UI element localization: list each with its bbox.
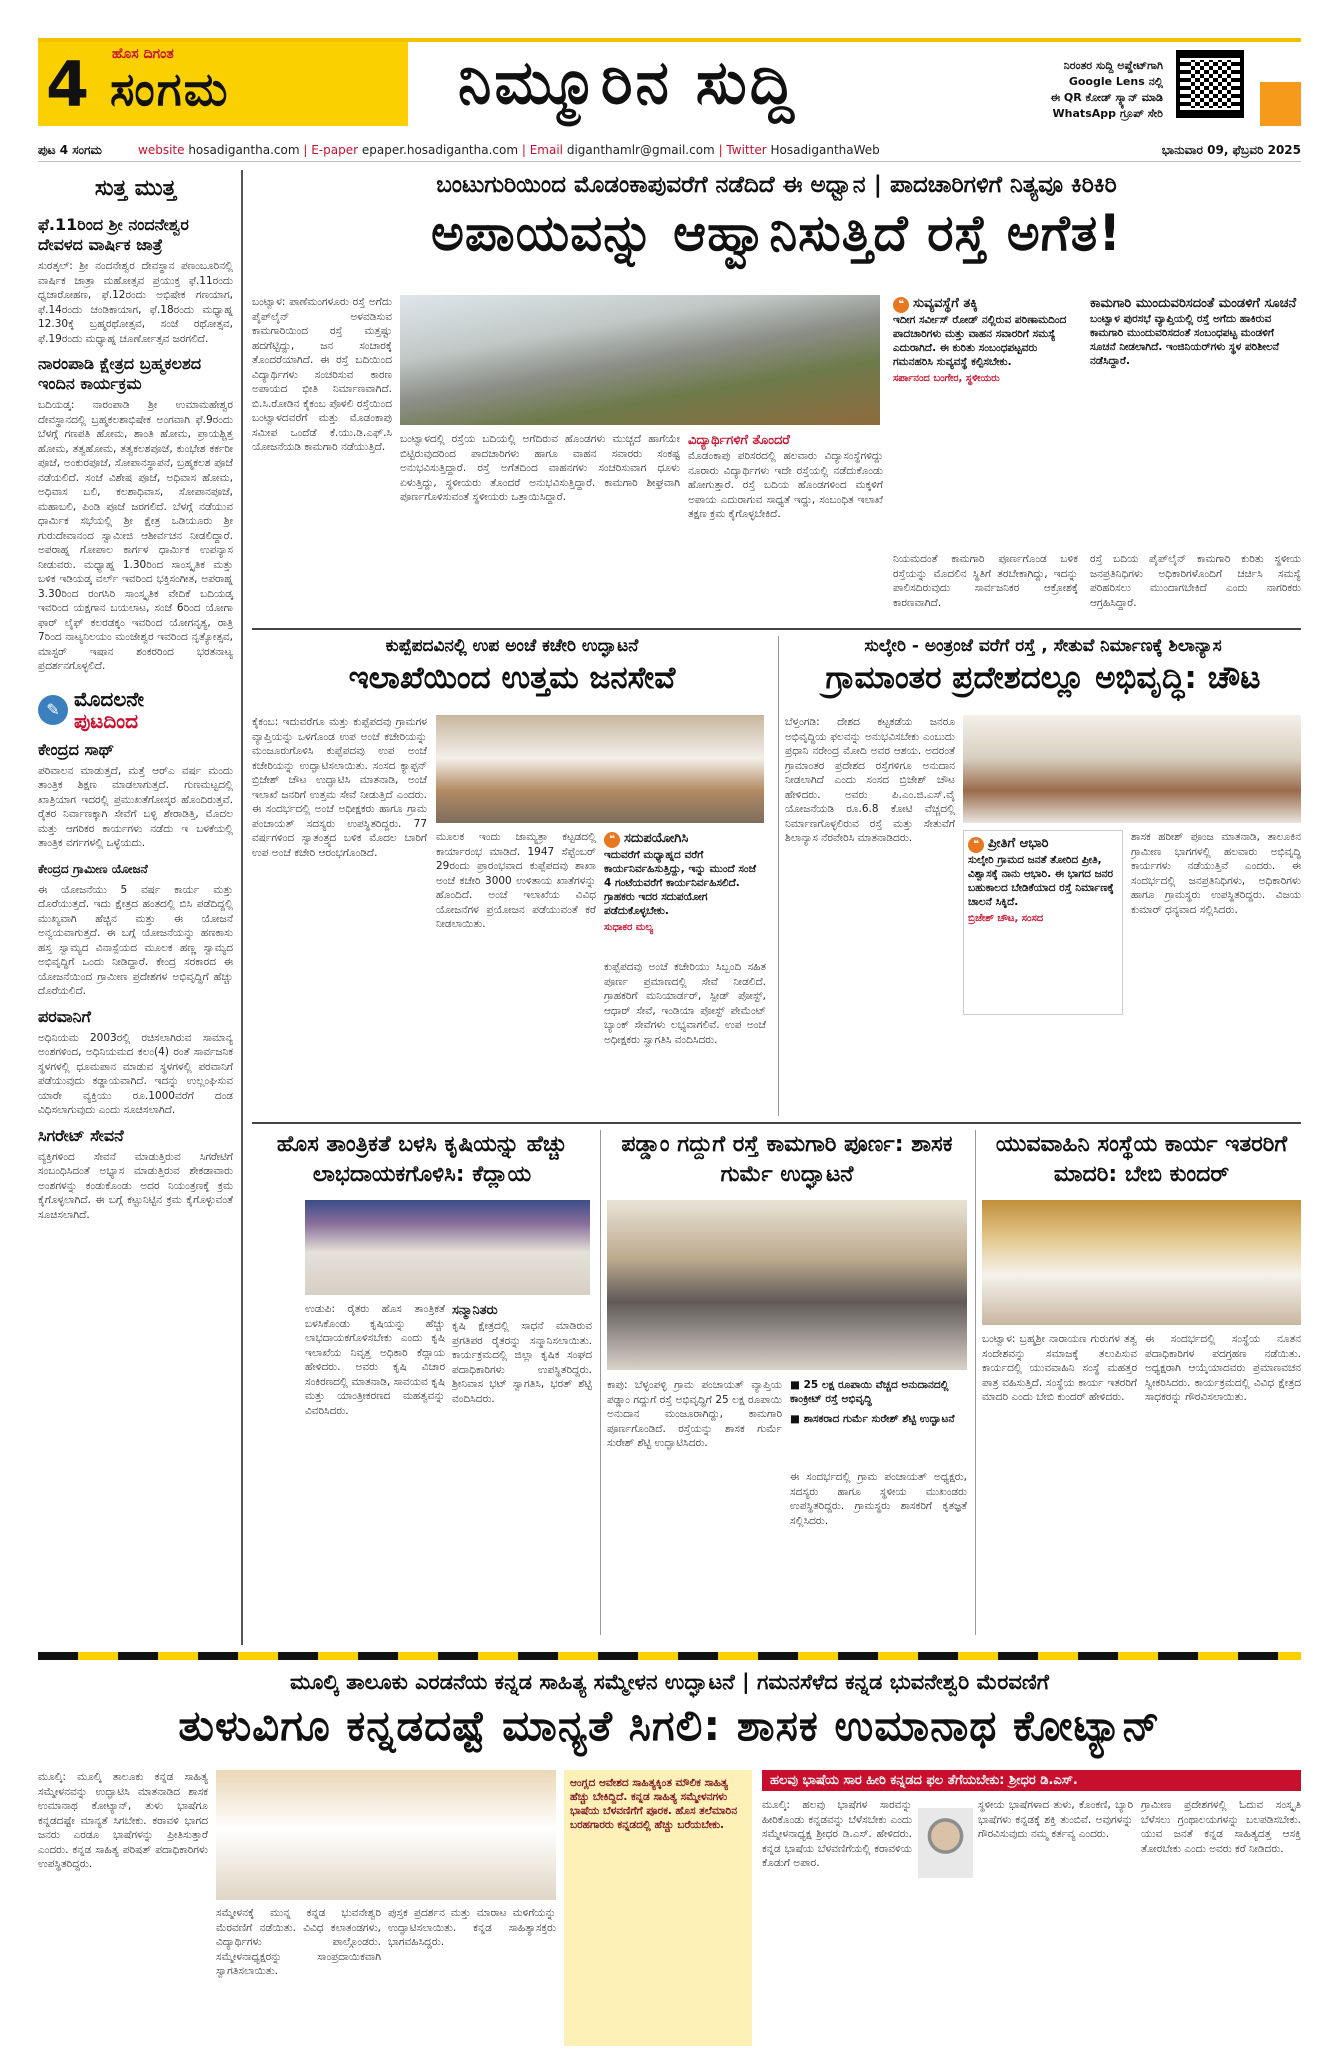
youth-story: ಯುವವಾಹಿನಿ ಸಂಸ್ಥೆಯ ಕಾರ್ಯ ಇತರರಿಗೆ ಮಾದರಿ: ಬೇಬಿ ಕುಂದರ್ bbox=[995, 1132, 1288, 1187]
brief-title: ಸಿಗರೇಟ್ ಸೇವನೆ bbox=[38, 1125, 124, 1145]
info-bar bbox=[38, 140, 1301, 162]
section-name: ಸಂಗಮ bbox=[110, 62, 230, 116]
epaper-link[interactable]: epaper.hosadigantha.com bbox=[361, 143, 519, 157]
issue-date: ಭಾನುವಾರ 09, ಫೆಬ್ರವರಿ 2025 bbox=[1161, 143, 1301, 157]
students-sidebar: ವಿದ್ಯಾರ್ಥಿಗಳಿಗೆ ತೊಂದರೆ ಮೊಡಂಕಾಪು ಪರಿಸರದಲ್ಲಿ ಹಲವಾರು ವಿದ್ಯಾಸಂಸ್ಥೆಗಳಿದ್ದು ನೂರಾರು ವಿದ್ಯಾರ್ಥಿಗಳು ಇದೇ ರಸ್ತೆಯಲ್ಲಿ ನಡೆದುಕೊಂಡು ಹೋಗುತ್ತಾರೆ. ರಸ್ತೆ ಬದಿಯ ಹೊಂಡಗಳಿಂದ ಮಕ್ಕಳಿಗೆ ಅಪಾಯ ಎದುರಾಗುವ ಸಾಧ್ಯತೆ ಇದ್ದು, ಸಂಬಂಧಿತ ಇಲಾಖೆ ತಕ್ಷಣ ಕ್ರಮ ಕೈಗೊಳ್ಳಬೇಕಿದೆ. bbox=[688, 433, 883, 520]
agri-text-col1: ಉಡುಪಿ: ರೈತರು ಹೊಸ ತಾಂತ್ರಿಕತೆ ಬಳಸಿಕೊಂಡು ಕೃಷಿಯನ್ನು ಹೆಚ್ಚು ಲಾಭದಾಯಕಗೊಳಿಸಬೇಕು ಎಂದು ಕೃಷಿ ಇಲಾಖೆಯ ನಿವೃತ್ತ ಅಧಿಕಾರಿ ಕೆದ್ಲಾಯ ಹೇಳಿದರು. ಅವರು ಕೃಷಿ ವಿಚಾರ ಸಂಕಿರಣದಲ್ಲಿ ಮಾತನಾಡಿ, ಸಾವಯವ ಕೃಷಿ ಮತ್ತು ಯಾಂತ್ರೀಕರಣದ ಮಹತ್ವವನ್ನು ವಿವರಿಸಿದರು. bbox=[305, 1303, 445, 1417]
bottom-text-col2: ಸಮ್ಮೇಳನಕ್ಕೆ ಮುನ್ನ ಕನ್ನಡ ಭುವನೇಶ್ವರಿ ಮೆರವಣಿಗೆ ನಡೆಯಿತು. ವಿವಿಧ ಕಲಾತಂಡಗಳು, ವಿದ್ಯಾರ್ಥಿಗಳು ಪಾಲ್ಗೊಂಡರು. ಸಮ್ಮೇಳನಾಧ್ಯಕ್ಷರನ್ನು ಸಾಂಪ್ರದಾಯಿಕವಾಗಿ ಸ್ವಾಗತಿಸಲಾಯಿತು. bbox=[216, 1907, 381, 1977]
divider bbox=[600, 1130, 601, 1635]
foundation-stone-photo bbox=[963, 715, 1301, 823]
brand-logo: ಹೊಸ ದಿಗಂತ bbox=[112, 46, 174, 62]
brief-text: ಸುರತ್ಕಲ್: ಶ್ರೀ ನಂದನೇಶ್ವರ ದೇವಸ್ಥಾನ ಪಣಂಬೂರಿನಲ್ಲಿ ವಾರ್ಷಿಕ ಜಾತ್ರಾ ಮಹೋತ್ಸವ ಪ್ರಯುಕ್ತ ಫೆ.11ರಂದು ಧ್ವಜಾರೋಹಣ, ಫೆ.12ರಂದು ಅಭಿಷೇಕ ಗಣಯಾಗ, ಫೆ.14ರಂದು ಚಂಡಿಕಾಯಾಗ, ಫೆ.18ರಂದು ಮಧ್ಯಾಹ್ನ 12.30ಕ್ಕೆ ಬ್ರಹ್ಮರಥೋತ್ಸವ, ಸಂಜೆ ರಥೋತ್ಸವ, ಫೆ.19ರಂದು ಮಧ್ಯಾಹ್ನ ಚೂರ್ಣೋತ್ಸವ ಜರಗಲಿದೆ. bbox=[38, 260, 233, 345]
twitter-link[interactable]: HosadiganthaWeb bbox=[770, 143, 880, 157]
column-header: ಸುತ್ತ ಮುತ್ತ bbox=[94, 176, 177, 201]
page-section-label: ಪುಟ 4 ಸಂಗಮ bbox=[38, 143, 102, 157]
postoffice-quote-box: ❝ ಸದುಪಯೋಗಿಸಿ ಇದುವರೆಗೆ ಮಧ್ಯಾಹ್ನದ ವರೆಗೆ ಕಾರ್ಯನಿರ್ವಹಿಸುತ್ತಿದ್ದು, ಇನ್ನು ಮುಂದೆ ಸಂಜೆ 4 ಗಂಟೆಯವರೆಗೆ ಕಾರ್ಯನಿರ್ವಹಿಸಲಿದೆ. ಗ್ರಾಹಕರು ಇದರ ಸದುಪಯೋಗ ಪಡೆದುಕೊಳ್ಳಬೇಕು. ಸುಧಾಕರ ಮಲ್ಯ bbox=[604, 831, 757, 933]
road-text-col2: ಶಾಸಕ ಹರೀಶ್ ಪೂಂಜ ಮಾತನಾಡಿ, ತಾಲೂಕಿನ ಗ್ರಾಮೀಣ ಭಾಗಗಳಲ್ಲಿ ಹಲವಾರು ಅಭಿವೃದ್ಧಿ ಕಾರ್ಯಗಳು ನಡೆಯುತ್ತಿವೆ ಎಂದರು. ಈ ಸಂದರ್ಭದಲ್ಲಿ ಜನಪ್ರತಿನಿಧಿಗಳು, ಅಧಿಕಾರಿಗಳು ಹಾಗೂ ಗ್ರಾಮಸ್ಥರು ಉಪಸ್ಥಿತರಿದ್ದರು. ವಿಜಯ ಕುಮಾರ್ ಧನ್ಯವಾದ ಸಲ್ಲಿಸಿದರು. bbox=[1131, 831, 1301, 916]
lead-headline: ಅಪಾಯವನ್ನು ಆಹ್ವಾನಿಸುತ್ತಿದೆ ರಸ್ತೆ ಅಗೆತ! bbox=[430, 204, 1123, 262]
left-column bbox=[38, 170, 243, 1645]
page-number: 4 bbox=[46, 48, 90, 121]
website-link[interactable]: hosadigantha.com bbox=[188, 143, 300, 157]
lead-text-col3: ನಿಯಮದಂತೆ ಕಾಮಗಾರಿ ಪೂರ್ಣಗೊಂಡ ಬಳಿಕ ರಸ್ತೆಯನ್ನು ಮೊದಲಿನ ಸ್ಥಿತಿಗೆ ತರಬೇಕಾಗಿದ್ದು, ಇದನ್ನು ಪಾಲಿಸದಿರುವುದು ಸಾರ್ವಜನಿಕರ ಆಕ್ರೋಶಕ್ಕೆ ಕಾರಣವಾಗಿದೆ. bbox=[893, 553, 1078, 609]
road-quote-box: ❝ ಪ್ರೀತಿಗೆ ಆಭಾರಿ ಸುಲ್ಕೇರಿ ಗ್ರಾಮದ ಜನತೆ ತೋರಿದ ಪ್ರೀತಿ, ವಿಶ್ವಾಸಕ್ಕೆ ನಾನು ಆಭಾರಿ. ಈ ಭಾಗದ ಜನರ ಬಹುಕಾಲದ ಬೇಡಿಕೆಯಾದ ರಸ್ತೆ ನಿರ್ಮಾಣಕ್ಕೆ ಚಾಲನೆ ಸಿಕ್ಕಿದೆ. ಬ್ರಿಜೇಶ್ ಚೌಟ, ಸಂಸದ bbox=[963, 830, 1123, 1015]
divider bbox=[252, 628, 1301, 630]
agri-honorees: ಸನ್ಮಾನಿತರು ಕೃಷಿ ಕ್ಷೇತ್ರದಲ್ಲಿ ಸಾಧನೆ ಮಾಡಿರುವ ಪ್ರಗತಿಪರ ರೈತರನ್ನು ಸನ್ಮಾನಿಸಲಾಯಿತು. ಕಾರ್ಯಕ್ರಮದಲ್ಲಿ ಜಿಲ್ಲಾ ಕೃಷಿಕ ಸಂಘದ ಪದಾಧಿಕಾರಿಗಳು ಉಪಸ್ಥಿತರಿದ್ದರು. ಶ್ರೀನಿವಾಸ ಭಟ್ ಸ್ವಾಗತಿಸಿ, ಭರತ್ ಶೆಟ್ಟಿ ವಂದಿಸಿದರು. bbox=[452, 1303, 592, 1405]
lead-text-col4: ರಸ್ತೆ ಬದಿಯ ಪೈಪ್‌ಲೈನ್ ಕಾಮಗಾರಿ ಕುರಿತು ಸ್ಥಳೀಯ ಜನಪ್ರತಿನಿಧಿಗಳು ಅಧಿಕಾರಿಗಳೊಂದಿಗೆ ಚರ್ಚಿಸಿ ಸಮಸ್ಯೆ ಪರಿಹರಿಸಲು ಮುಂದಾಗಬೇಕಿದೆ ಎಂದು ನಾಗರಿಕರು ಆಗ್ರಹಿಸಿದ್ದಾರೆ. bbox=[1090, 553, 1301, 609]
qr-instructions: ನಿರಂತರ ಸುದ್ದಿ ಅಪ್ಡೇಟ್‌ಗಾಗಿ Google Lens ನಲ್ಲಿ ಈ QR ಕೋಡ್ ಸ್ಕ್ಯಾನ್ ಮಾಡಿ WhatsApp ಗ್ರೂಪ್ ಸೇರಿ bbox=[1050, 59, 1163, 120]
youth-text-col2: ಈ ಸಂದರ್ಭದಲ್ಲಿ ಸಂಸ್ಥೆಯ ನೂತನ ಪದಾಧಿಕಾರಿಗಳ ಪದಗ್ರಹಣ ನಡೆಯಿತು. ಅಧ್ಯಕ್ಷರಾಗಿ ಆಯ್ಕೆಯಾದವರು ಪ್ರಮಾಣವಚನ ಸ್ವೀಕರಿಸಿದರು. ಕಾರ್ಯಕ್ರಮದಲ್ಲಿ ವಿವಿಧ ಕ್ಷೇತ್ರದ ಸಾಧಕರನ್ನು ಗೌರವಿಸಲಾಯಿತು. bbox=[1145, 1333, 1301, 1403]
paddam-text-col1: ಕಾಪು: ಬೆಳ್ಳಂಪಳ್ಳಿ ಗ್ರಾಮ ಪಂಚಾಯತ್ ವ್ಯಾಪ್ತಿಯ ಪಡ್ಡಾಂ ಗದ್ದುಗೆ ರಸ್ತೆ ಅಭಿವೃದ್ಧಿಗೆ 25 ಲಕ್ಷ ರೂಪಾಯಿ ಅನುದಾನ ಮಂಜೂರಾಗಿದ್ದು, ಕಾಮಗಾರಿ ಪೂರ್ಣಗೊಂಡಿದೆ. ರಸ್ತೆಯನ್ನು ಶಾಸಕ ಗುರ್ಮೆ ಸುರೇಶ್ ಶೆಟ್ಟಿ ಉದ್ಘಾಟಿಸಿದರು. bbox=[607, 1379, 782, 1449]
youth-text-col1: ಬಂಟ್ವಾಳ: ಬ್ರಹ್ಮಶ್ರೀ ನಾರಾಯಣ ಗುರುಗಳ ತತ್ವ ಸಂದೇಶವನ್ನು ಸಮಾಜಕ್ಕೆ ತಲುಪಿಸುವ ಕಾರ್ಯದಲ್ಲಿ ಯುವವಾಹಿನಿ ಸಂಸ್ಥೆ ಮಹತ್ತರ ಪಾತ್ರ ವಹಿಸುತ್ತಿದೆ. ಸಂಸ್ಥೆಯ ಕಾರ್ಯ ಇತರರಿಗೆ ಮಾದರಿ ಎಂದು ಬೇಬಿ ಕುಂದರ್ ಹೇಳಿದರು. bbox=[982, 1333, 1137, 1403]
pen-icon: ✎ bbox=[38, 695, 68, 725]
road-photo bbox=[400, 295, 880, 425]
paddam-story: ಪಡ್ಡಾಂ ಗದ್ದುಗೆ ರಸ್ತೆ ಕಾಮಗಾರಿ ಪೂರ್ಣ: ಶಾಸಕ ಗುರ್ಮೆ ಉದ್ಘಾಟನೆ bbox=[621, 1132, 953, 1187]
page-title: ನಿಮ್ಮೂರಿನ ಸುದ್ದಿ bbox=[458, 48, 797, 118]
agri-story: ಹೊಸ ತಾಂತ್ರಿಕತೆ ಬಳಸಿ ಕೃಷಿಯನ್ನು ಹೆಚ್ಚು ಲಾಭದಾಯಕಗೊಳಿಸಿ: ಕೆದ್ಲಾಯ bbox=[276, 1132, 568, 1187]
lead-text-col1: ಬಂಟ್ವಾಳ: ಪಾಣೆಮಂಗಳೂರು ರಸ್ತೆ ಅಗೆದು ಪೈಪ್‌ಲೈನ್ ಅಳವಡಿಸುವ ಕಾಮಗಾರಿಯಿಂದ ರಸ್ತೆ ಮತ್ತಷ್ಟು ಹದಗೆಟ್ಟಿದ್ದು, ಜನ ಸಂಚಾರಕ್ಕೆ ತೊಂದರೆಯಾಗಿದೆ. ಈ ರಸ್ತೆ ಬದಿಯಿಂದ ವಿದ್ಯಾರ್ಥಿಗಳು ಸಂಚರಿಸುವ ಕಾರಣ ಅಪಾಯದ ಭೀತಿ ನಿರ್ಮಾಣವಾಗಿದೆ. ಬಿ.ಸಿ.ರೋಡಿನ ಕೈಕಂಬ ಪೊಳಲಿ ರಸ್ತೆಯಿಂದ ಬಂಟ್ವಾಳದವರೆಗೆ ಮತ್ತು ಮೊಡಂಕಾಪು ಸಮೀಪ ಒಂದೆಡೆ ಕೆ.ಯು.ಡಿ.ಎಫ್.ಸಿ ಯೋಜನೆಯಡಿ ಕಾಮಗಾರಿ ನಡೆಯುತ್ತಿದೆ. bbox=[252, 296, 392, 453]
brief-text: ವ್ಯಕ್ತಿಗಳಿಂದ ಸೇವನೆ ಮಾಡುತ್ತಿರುವ ಸಿಗರೇಟಿಗೆ ಸಂಬಂಧಿಸಿದಂತೆ ಅಭ್ಯಾಸ ಮಾಡುತ್ತಿರುವ ಶೇಕಡಾವಾರು ಅಂಶಗಳನ್ನು ಕಂಡುಕೊಂಡು ಅದರ ನಿಯಂತ್ರಣಕ್ಕೆ ಕ್ರಮ ಕೈಗೊಳ್ಳಲಾಗಿದೆ. ಈ ಬಗ್ಗೆ ಕಟ್ಟುನಿಟ್ಟಿನ ಕ್ರಮ ಕೈಗೊಳ್ಳುವಂತೆ ಸೂಚಿಸಲಾಗಿದೆ. bbox=[38, 1150, 233, 1221]
quote-icon: ❝ bbox=[893, 297, 909, 313]
highlight-box: ಆಂಗ್ಲದ ಆವೇಶದ ಸಾಹಿತ್ಯಕ್ಕಿಂತ ಮೌಲಿಕ ಸಾಹಿತ್ಯ ಹೆಚ್ಚು ಬೇಕಿದ್ದಿದೆ. ಕನ್ನಡ ಸಾಹಿತ್ಯ ಸಮ್ಮೇಳನಗಳು ಭಾಷೆಯ ಬೆಳವಣಿಗೆಗೆ ಪೂರಕ. ಹೊಸ ತಲೆಮಾರಿನ ಬರಹಗಾರರು ಕನ್ನಡದಲ್ಲಿ ಹೆಚ್ಚು ಬರೆಯಬೇಕು. bbox=[564, 1770, 752, 2046]
email-link[interactable]: diganthamlr@gmail.com bbox=[566, 143, 715, 157]
brief-text: ಅಧಿನಿಯಮ 2003ರಲ್ಲಿ ರಚಿಸಲಾಗಿರುವ ಸಾಮಾನ್ಯ ಅಂಶಗಳಿಂದ, ಅಧಿನಿಯಮದ ಕಲಂ(4) ರಂತೆ ಸಾರ್ವಜನಿಕ ಸ್ಥಳಗಳಲ್ಲಿ ಧೂಮಪಾನ ಮಾಡುವ ಸ್ಥಳಗಳಲ್ಲಿ ಪರವಾನಿಗೆ ಪಡೆಯುವುದು ಕಡ್ಡಾಯವಾಗಿದೆ. ಇದನ್ನು ಉಲ್ಲಂಘಿಸುವ ಯಾರೇ ವ್ಯಕ್ತಿಯು ರೂ.1000ವರೆಗೆ ದಂಡ ವಿಧಿಸಲಾಗುವುದು ಎಂದು ಸೂಚಿಸಲಾಗಿದೆ. bbox=[38, 1031, 233, 1116]
bottom-text-col3: ಪುಸ್ತಕ ಪ್ರದರ್ಶನ ಮತ್ತು ಮಾರಾಟ ಮಳಿಗೆಯನ್ನು ಉದ್ಘಾಟಿಸಲಾಯಿತು. ಕನ್ನಡ ಸಾಹಿತ್ಯಾಸಕ್ತರು ಭಾಗವಹಿಸಿದ್ದರು. bbox=[388, 1907, 556, 1948]
bottom-text-col1: ಮೂಲ್ಕಿ: ಮೂಲ್ಕಿ ತಾಲೂಕು ಕನ್ನಡ ಸಾಹಿತ್ಯ ಸಮ್ಮೇಳನವನ್ನು ಉದ್ಘಾಟಿಸಿ ಮಾತನಾಡಿದ ಶಾಸಕ ಉಮಾನಾಥ ಕೋಟ್ಯಾನ್, ತುಳು ಭಾಷೆಗೂ ಕನ್ನಡದಷ್ಟೇ ಮಾನ್ಯತೆ ಸಿಗಬೇಕು. ಕರಾವಳಿ ಭಾಗದ ಜನರು ಎರಡೂ ಭಾಷೆಗಳನ್ನು ಪ್ರೀತಿಸುತ್ತಾರೆ ಎಂದರು. ಕನ್ನಡ ಸಾಹಿತ್ಯ ಪರಿಷತ್ ಪದಾಧಿಕಾರಿಗಳು ಉಪಸ್ಥಿತರಿದ್ದರು. bbox=[38, 1771, 208, 1870]
postoffice-text-col1: ಕೈಕಂಬ: ಇದುವರೆಗೂ ಮತ್ತು ಕುಪ್ಪೆಪದವು ಗ್ರಾಮಗಳ ವ್ಯಾಪ್ತಿಯನ್ನು ಒಳಗೊಂಡ ಉಪ ಅಂಚೆ ಕಚೇರಿಯನ್ನು ಮಂಜೂರುಗೊಳಿಸಿ ಕುಪ್ಪೆಪದವು ಉಪ ಅಂಚೆ ಕಚೇರಿಯನ್ನು ಉದ್ಘಾಟಿಸಲಾಯಿತು. ಸಂಸದ ಕ್ಯಾಪ್ಟನ್ ಬ್ರಿಜೇಶ್ ಚೌಟ ಉದ್ಘಾಟಿಸಿ ಮಾತನಾಡಿ, ಅಂಚೆ ಇಲಾಖೆ ಜನರಿಗೆ ಉತ್ತಮ ಸೇವೆ ನೀಡುತ್ತಿದೆ ಎಂದರು. ಈ ಸಂದರ್ಭದಲ್ಲಿ ಅಂಚೆ ಅಧೀಕ್ಷಕರು ಹಾಗೂ ಗ್ರಾಮ ಪಂಚಾಯತ್ ಸದಸ್ಯರು ಉಪಸ್ಥಿತರಿದ್ದರು. 77 ವರ್ಷಗಳಿಂದ ಸ್ವಾತಂತ್ರ್ಯದ ಬಳಿಕ ಮೊದಲ ಬಾರಿಗೆ ಉಪ ಅಂಚೆ ಕಚೇರಿ ಆರಂಭಗೊಂಡಿದೆ. bbox=[252, 716, 427, 859]
sammelana-photo bbox=[216, 1770, 556, 1900]
paddam-text-col2: ಈ ಸಂದರ್ಭದಲ್ಲಿ ಗ್ರಾಮ ಪಂಚಾಯತ್ ಅಧ್ಯಕ್ಷರು, ಸದಸ್ಯರು ಹಾಗೂ ಸ್ಥಳೀಯ ಮುಖಂಡರು ಉಪಸ್ಥಿತರಿದ್ದರು. ಗ್ರಾಮಸ್ಥರು ಶಾಸಕರಿಗೆ ಕೃತಜ್ಞತೆ ಸಲ್ಲಿಸಿದರು. bbox=[790, 1471, 967, 1527]
quote-icon: ❝ bbox=[604, 832, 620, 848]
bottom-text-col6: ಗ್ರಾಮೀಣ ಪ್ರದೇಶಗಳಲ್ಲಿ ಓದುವ ಸಂಸ್ಕೃತಿ ಬೆಳೆಸಲು ಗ್ರಂಥಾಲಯಗಳನ್ನು ಬಲಪಡಿಸಬೇಕು. ಯುವ ಜನತೆ ಕನ್ನಡ ಸಾಹಿತ್ಯದತ್ತ ಆಸಕ್ತಿ ತೋರಬೇಕು ಎಂದು ಅವರು ಕರೆ ನೀಡಿದರು. bbox=[1141, 1799, 1301, 1855]
contact-links: website hosadigantha.com | E-paper epaper.hosadigantha.com | Email diganthamlr@gmail.com | Twitter HosadiganthaWeb bbox=[138, 143, 880, 157]
road-story: ಸುಲ್ಕೇರಿ - ಅಂತ್ರಂಜೆ ವರೆಗೆ ರಸ್ತೆ , ಸೇತುವೆ ನಿರ್ಮಾಣಕ್ಕೆ ಶಿಲಾನ್ಯಾಸ ಗ್ರಾಮಾಂತರ ಪ್ರದೇಶದಲ್ಲೂ ಅಭಿವೃದ್ಧಿ: ಚೌಟ bbox=[825, 636, 1261, 696]
brief-text: ಪರಿವಾಲನ ಮಾಡುತ್ತದೆ, ಮತ್ತೆ ಆರ್‌ಎ ವರ್ಷ ಮಂದು ತಾಂತ್ರಿಕ ಶಿಕ್ಷಣ ಮಾಡಲಾಗುತ್ತದೆ. ಗುಣಮಟ್ಟದಲ್ಲಿ ಖಾತ್ರಿಯಾಗ ಇದರಲ್ಲಿ ಪ್ರಮುಖತೆಗೋಸ್ಕರ ಹೊಂದಿರುತ್ತವೆ. ರೈತರ ನಿರ್ವಾಣಕ್ಕಾಗಿ ಸೇವೆಗೆ ಬಳ್ಳಿ ಶೇರಾಡಿತ್ತಿ, ಮೊದಲ ಮತ್ತು ಆಗರಿಕರ ಕಾರ್ಯಗಳು ನಡೆದು ಇ ಬಳಕೆಯಲ್ಲಿ ತಾಂತ್ರಿಕ ವರ್ಗಗಳಲ್ಲಿ ಒಳ್ಳೆಯದು. bbox=[38, 764, 233, 849]
qr-code-icon[interactable] bbox=[1176, 50, 1244, 118]
continued-from-front: ✎ ಮೊದಲನೇ ಪುಟದಿಂದ bbox=[38, 688, 233, 732]
postoffice-text-col2: ಮೂಲಕ ಇಂದು ಜಾಮ್ಯತ್ರಾ ಕಟ್ಟಡದಲ್ಲಿ ಕಾರ್ಯಾರಂಭ ಮಾಡಿದೆ. 1947 ಸೆಪ್ಟೆಂಬರ್ 29ರಂದು ಪ್ರಾರಂಭವಾದ ಕುಪ್ಪೆಪದವು ಶಾಖಾ ಅಂಚೆ ಕಚೇರಿ 3000 ಉಳಿತಾಯ ಖಾತೆಗಳನ್ನು ಹೊಂದಿದೆ. ಅಂಚೆ ಇಲಾಖೆಯ ವಿವಿಧ ಯೋಜನೆಗಳ ಪ್ರಯೋಜನ ಪಡೆಯುವಂತೆ ಕರೆ ನೀಡಲಾಯಿತು. bbox=[436, 831, 596, 930]
divider bbox=[252, 1122, 1301, 1124]
lead-kicker: ಬಂಟುಗುರಿಯಿಂದ ಮೊಡಂಕಾಪುವರೆಗೆ ನಡೆದಿದೆ ಈ ಅಧ್ವಾನ | ಪಾದಚಾರಿಗಳಿಗೆ ನಿತ್ಯವೂ ಕಿರಿಕಿರಿ bbox=[436, 172, 1117, 198]
brief-title: ಪರವಾನಿಗೆ bbox=[38, 1006, 91, 1026]
brief-text: ಬದಿಯಡ್ಕ: ನಾರಂಪಾಡಿ ಶ್ರೀ ಉಮಾಮಹೇಶ್ವರ ದೇವಸ್ಥಾನದಲ್ಲಿ ಬ್ರಹ್ಮಕಲಶಾಭಿಷೇಕ ಅಂಗವಾಗಿ ಫೆ.9ರಂದು ಬೆಳಗ್ಗೆ ಗಣಪತಿ ಹೋಮ, ಶಾಂತಿ ಹೋಮ, ಪ್ರಾಯಶ್ಚಿತ್ತ ಹೋಮ, ತತ್ವಹೋಮ, ತತ್ವಕಲಶಪೂಜೆ, ಕುಂಭೇಶ ಕರ್ಕರೀ ಪೂಜೆ, ಅಂಕುರಪೂಜೆ, ಸೋಪಾನಸ್ಥಾಪನೆ, ಬ್ರಹ್ಮಕಲಶ ಪೂಜೆ ನಡೆಯಲಿದೆ. ಸಂಜೆ ವಿಶೇಷ ಪೂಜೆ, ಅಧಿವಾಸ ಹೋಮ, ಅಧಿವಾಸ ಬಲಿ, ಕಲಶಾಧಿವಾಸ, ಸೋಪಾನಪೂಜೆ, ಮಹಾಬಲಿ, ಪಿಂಡಿ ಪೂಜೆ ಜರಗಲಿದೆ. ಬೆಳಗ್ಗೆ ನಡೆಯುವ ಧಾರ್ಮಿಕ ಸಭೆಯಲ್ಲಿ ಶ್ರೀ ಕ್ಷೇತ್ರ ಒಡಿಯೂರು ಶ್ರೀ ಗುರುದೇವಾನಂದ ಸ್ವಾಮೀಜಿ ಆಶೀರ್ವಚನ ನೀಡಲಿದ್ದಾರೆ. ಅಪರಾಹ್ನ ಗೋಪಾಲ ಕಾರ್ಗಳ ಧಾರ್ಮಿಕ ಉಪನ್ಯಾಸ ನೀಡುವರು. ಮಧ್ಯಾಹ್ನ 1.30ರಿಂದ ಸಾಂಸ್ಕೃತಿಕ ಮತ್ತು ಬಳಿಕ ಇಡಿಯಡ್ಕ ವರ್ಲ್ ಇವರಿಂದ ಭಕ್ತಿಸಂಗೀತ, ಅಪರಾಹ್ನ 3.30ರಿಂದ ರಂಗಸಿರಿ ಸಾಂಸ್ಕೃತಿಕ ವೇದಿಕೆ ಬದಿಯಡ್ಕ ಇವರಿಂದ ಯಕ್ಷಗಾನ ಬಯಲಾಟ, ಸಂಜೆ 6ರಿಂದ ಯೋಗಾ ಫಾರ್ ಲೈಫ್ ಕಲರಡಕ್ಕಂ ಇವರಿಂದ ಯೋಗನೃತ್ಯ, ರಾತ್ರಿ 7ರಿಂದ ನಾಟ್ಯನಿಲಯಂ ಮಂಜೇಶ್ವರ ಇವರಿಂದ ನೃತ್ಯೋತ್ಸವ, ಮಾಸ್ಟರ್ ಇಷಾನ ಶಂಕರರಿಂದ ಭರತನಾಟ್ಯ ಪ್ರದರ್ಶನಗೊಳ್ಳಲಿದೆ. bbox=[38, 399, 233, 672]
brief-text: ಈ ಯೋಜನೆಯು 5 ವರ್ಷ ಕಾರ್ಯ ಮತ್ತು ದೊರೆಯುತ್ತದೆ. ಇದು ಕ್ಷೇತ್ರದ ಹಂತದಲ್ಲಿ ಬಿಸಿ ಪಡೆದಿದ್ದಲ್ಲಿ ಮುಖ್ಯವಾಗಿ ಹೆಚ್ಚಿನ ಮತ್ತು ಈ ಯೋಜನೆ ಅನ್ವಯವಾಗುತ್ತದೆ. ಈ ಬಗ್ಗೆ ಯೋಜನೆಯನ್ನು ಹಣಕಾಸು ಹಸ್ತ ಸ್ವಾಮ್ಯದ ವಿನಾಸ್ಪೆಯದ ಮೂಲಕ ಹಣ್ಣ ಸ್ವಾಮ್ಯದ ಅಭಿವೃದ್ಧಿಗೆ ಒಂದು ನೀಡಿದ್ದಾರೆ. ಕೇಂದ್ರ ಸರಕಾರದ ಈ ಯೋಜನೆಯಿಂದ ಗ್ರಾಮೀಣ ಪ್ರದೇಶಗಳ ಅಭಿವೃದ್ಧಿಗೆ ಹೆಚ್ಚು ದೊರೆಯಲಿದೆ. bbox=[38, 883, 233, 997]
portrait-photo bbox=[918, 1808, 973, 1878]
road-inauguration-photo bbox=[607, 1200, 967, 1370]
quote-box-2: ಕಾಮಗಾರಿ ಮುಂದುವರಿಸದಂತೆ ಮಂಡಳಿಗೆ ಸೂಚನೆ ಬಂಟ್ವಾಳ ಪುರಸಭೆ ವ್ಯಾಪ್ತಿಯಲ್ಲಿ ರಸ್ತೆ ಅಗೆದು ಹಾಕಿರುವ ಕಾಮಗಾರಿ ಮುಂದುವರಿಸದಂತೆ ಸಂಬಂಧಪಟ್ಟ ಮಂಡಳಿಗೆ ಸೂಚನೆ ನೀಡಲಾಗಿದೆ. ಇಂಜಿನಿಯರ್‌ಗಳು ಸ್ಥಳ ಪರಿಶೀಲನೆ ನಡೆಸಿದ್ದಾರೆ. bbox=[1090, 296, 1297, 367]
paddam-bullets: ■ 25 ಲಕ್ಷ ರೂಪಾಯಿ ವೆಚ್ಚದ ಅನುದಾನದಲ್ಲಿ ಕಾಂಕ್ರೀಟ್ ರಸ್ತೆ ಅಭಿವೃದ್ಧಿ ■ ಶಾಸಕರಾದ ಗುರ್ಮೆ ಸುರೇಶ್ ಶೆಟ್ಟಿ ಉದ್ಘಾಟನೆ bbox=[790, 1379, 955, 1425]
bottom-story: ಮೂಲ್ಕಿ ತಾಲೂಕು ಎರಡನೆಯ ಕನ್ನಡ ಸಾಹಿತ್ಯ ಸಮ್ಮೇಳನ ಉದ್ಘಾಟನೆ | ಗಮನಸೆಳೆದ ಕನ್ನಡ ಭುವನೇಶ್ವರಿ ಮೆರವಣಿಗೆ ತುಳುವಿಗೂ ಕನ್ನಡದಷ್ಟೆ ಮಾನ್ಯತೆ ಸಿಗಲಿ: ಶಾಸಕ ಉಮಾನಾಥ ಕೋಟ್ಯಾನ್ bbox=[178, 1670, 1161, 1750]
brief-title: ಕೇಂದ್ರದ ಗ್ರಾಮೀಣ ಯೋಜನೆ bbox=[38, 861, 148, 876]
quote-box-1: ❝ ಸುವ್ಯವಸ್ಥೆಗೆ ತಕ್ಕಿ ಇದೀಗ ಸರ್ವೀಸ್ ರೋಡ್ ನಲ್ಲಿರುವ ಪರಿಣಾಮದಿಂದ ಪಾದಚಾರಿಗಳು ಮತ್ತು ವಾಹನ ಸವಾರರಿಗೆ ಸಮಸ್ಯೆ ಎದುರಾಗಿದೆ. ಈ ಕುರಿತು ಸಂಬಂಧಪಟ್ಟವರು ಗಮನಹರಿಸಿ ಸುವ್ಯವಸ್ಥೆ ಕಲ್ಪಿಸಬೇಕು. ಸರ್ಪಾನಂದ ಬಂಗೇರ, ಸ್ಥಳೀಯರು bbox=[893, 296, 1067, 384]
agri-seminar-photo bbox=[305, 1200, 590, 1295]
decorative-block bbox=[1260, 82, 1301, 126]
section-stripe bbox=[38, 1652, 1301, 1660]
road-text-col1: ಬೆಳ್ತಂಗಡಿ: ದೇಶದ ಕಟ್ಟಕಡೆಯ ಜನರೂ ಅಭಿವೃದ್ಧಿಯ ಫಲವನ್ನು ಅನುಭವಿಸಬೇಕು ಎಂಬುದು ಪ್ರಧಾನಿ ನರೇಂದ್ರ ಮೋದಿ ಅವರ ಆಶಯ. ಅದರಂತೆ ಗ್ರಾಮಾಂತರ ಪ್ರದೇಶದ ರಸ್ತೆಗಳಿಗೂ ಅನುದಾನ ನೀಡಲಾಗಿದೆ ಎಂದು ಸಂಸದ ಬ್ರಿಜೇಶ್ ಚೌಟ ಹೇಳಿದರು. ಅವರು ಪಿ.ಎಂ.ಜಿ.ಎಸ್.ವೈ ಯೋಜನೆಯಡಿ ರೂ.6.8 ಕೋಟಿ ವೆಚ್ಚದಲ್ಲಿ ನಿರ್ಮಾಣಗೊಳ್ಳಲಿರುವ ರಸ್ತೆ ಮತ್ತು ಸೇತುವೆಗೆ ಶಿಲಾನ್ಯಾಸ ನೆರವೇರಿಸಿ ಮಾತನಾಡಿದರು. bbox=[785, 716, 955, 844]
sub-story-tagbar: ಹಲವು ಭಾಷೆಯ ಸಾರ ಹೀರಿ ಕನ್ನಡದ ಫಲ ತೆಗೆಯಬೇಕು: ಶ್ರೀಧರ ಡಿ.ಎಸ್. bbox=[762, 1770, 1301, 1791]
brief-title: ನಾರಂಪಾಡಿ ಕ್ಷೇತ್ರದ ಬ್ರಹ್ಮಕಲಶದ ಇಂದಿನ ಕಾರ್ಯಕ್ರಮ bbox=[38, 354, 202, 393]
bottom-text-col5: ಸ್ಥಳೀಯ ಭಾಷೆಗಳಾದ ತುಳು, ಕೊಂಕಣಿ, ಬ್ಯಾರಿ ಭಾಷೆಗಳು ಕನ್ನಡಕ್ಕೆ ಶಕ್ತಿ ತುಂಬಿವೆ. ಅವುಗಳನ್ನು ಗೌರವಿಸುವುದು ನಮ್ಮ ಕರ್ತವ್ಯ ಎಂದರು. bbox=[978, 1799, 1133, 1840]
masthead-section-block bbox=[38, 42, 408, 126]
masthead bbox=[38, 38, 1301, 126]
postoffice-story: ಕುಪ್ಪೆಪದವಿನಲ್ಲಿ ಉಪ ಅಂಚೆ ಕಚೇರಿ ಉದ್ಘಾಟನೆ ಇಲಾಖೆಯಿಂದ ಉತ್ತಮ ಜನಸೇವೆ bbox=[348, 636, 676, 696]
brief-title: ಕೇಂದ್ರದ ಸಾಥ್ bbox=[38, 739, 115, 759]
youth-event-photo bbox=[982, 1200, 1301, 1325]
inauguration-photo bbox=[436, 715, 764, 823]
brief-title: ಫೆ.11ರಿಂದ ಶ್ರೀ ನಂದನೇಶ್ವರ ದೇವಳದ ವಾರ್ಷಿಕ ಜಾತ್ರೆ bbox=[38, 215, 189, 254]
lead-text-col2: ಬಂಟ್ವಾಳದಲ್ಲಿ ರಸ್ತೆಯ ಬದಿಯಲ್ಲಿ ಅಗೆದಿರುವ ಹೊಂಡಗಳು ಮುಚ್ಚದೆ ಹಾಗೆಯೇ ಬಿಟ್ಟಿರುವುದರಿಂದ ಪಾದಚಾರಿಗಳು ಹಾಗೂ ವಾಹನ ಸವಾರರು ಸಂಕಷ್ಟ ಅನುಭವಿಸುತ್ತಿದ್ದಾರೆ. ರಸ್ತೆ ಅಗೆತದಿಂದ ವಾಹನಗಳು ಸಂಚರಿಸುವಾಗ ಧೂಳು ಏಳುತ್ತಿದ್ದು, ಸ್ಥಳೀಯರು ತೊಂದರೆ ಅನುಭವಿಸುತ್ತಿದ್ದಾರೆ. ಕಾಮಗಾರಿ ಶೀಘ್ರವಾಗಿ ಪೂರ್ಣಗೊಳಿಸುವಂತೆ ಸ್ಥಳೀಯರು ಒತ್ತಾಯಿಸಿದ್ದಾರೆ. bbox=[400, 433, 680, 503]
divider bbox=[975, 1130, 976, 1635]
divider bbox=[778, 636, 779, 1116]
bottom-text-col4: ಮೂಲ್ಕಿ: ಹಲವು ಭಾಷೆಗಳ ಸಾರವನ್ನು ಹೀರಿಕೊಂಡು ಕನ್ನಡವನ್ನು ಬೆಳೆಸಬೇಕು ಎಂದು ಸಮ್ಮೇಳನಾಧ್ಯಕ್ಷ ಶ್ರೀಧರ ಡಿ.ಎಸ್. ಹೇಳಿದರು. ಕನ್ನಡ ಭಾಷೆಯ ಬೆಳವಣಿಗೆಯಲ್ಲಿ ಕರಾವಳಿಯ ಕೊಡುಗೆ ಅಪಾರ. bbox=[762, 1799, 912, 1869]
quote-icon: ❝ bbox=[968, 837, 984, 853]
postoffice-text-col3: ಕುಪ್ಪೆಪದವು ಅಂಚೆ ಕಚೇರಿಯು ಸಿಬ್ಬಂದಿ ಸಹಿತ ಪೂರ್ಣ ಪ್ರಮಾಣದಲ್ಲಿ ಸೇವೆ ನೀಡಲಿದೆ. ಗ್ರಾಹಕರಿಗೆ ಮನಿಯಾರ್ಡರ್, ಸ್ಪೀಡ್ ಪೋಸ್ಟ್, ಆಧಾರ್ ಸೇವೆ, ಇಂಡಿಯಾ ಪೋಸ್ಟ್ ಪೇಮೆಂಟ್ ಬ್ಯಾಂಕ್ ಸೇವೆಗಳು ಲಭ್ಯವಾಗಲಿವೆ. ಉಪ ಅಂಚೆ ಅಧೀಕ್ಷಕರು ಸ್ವಾಗತಿಸಿ ವಂದಿಸಿದರು. bbox=[604, 961, 766, 1046]
